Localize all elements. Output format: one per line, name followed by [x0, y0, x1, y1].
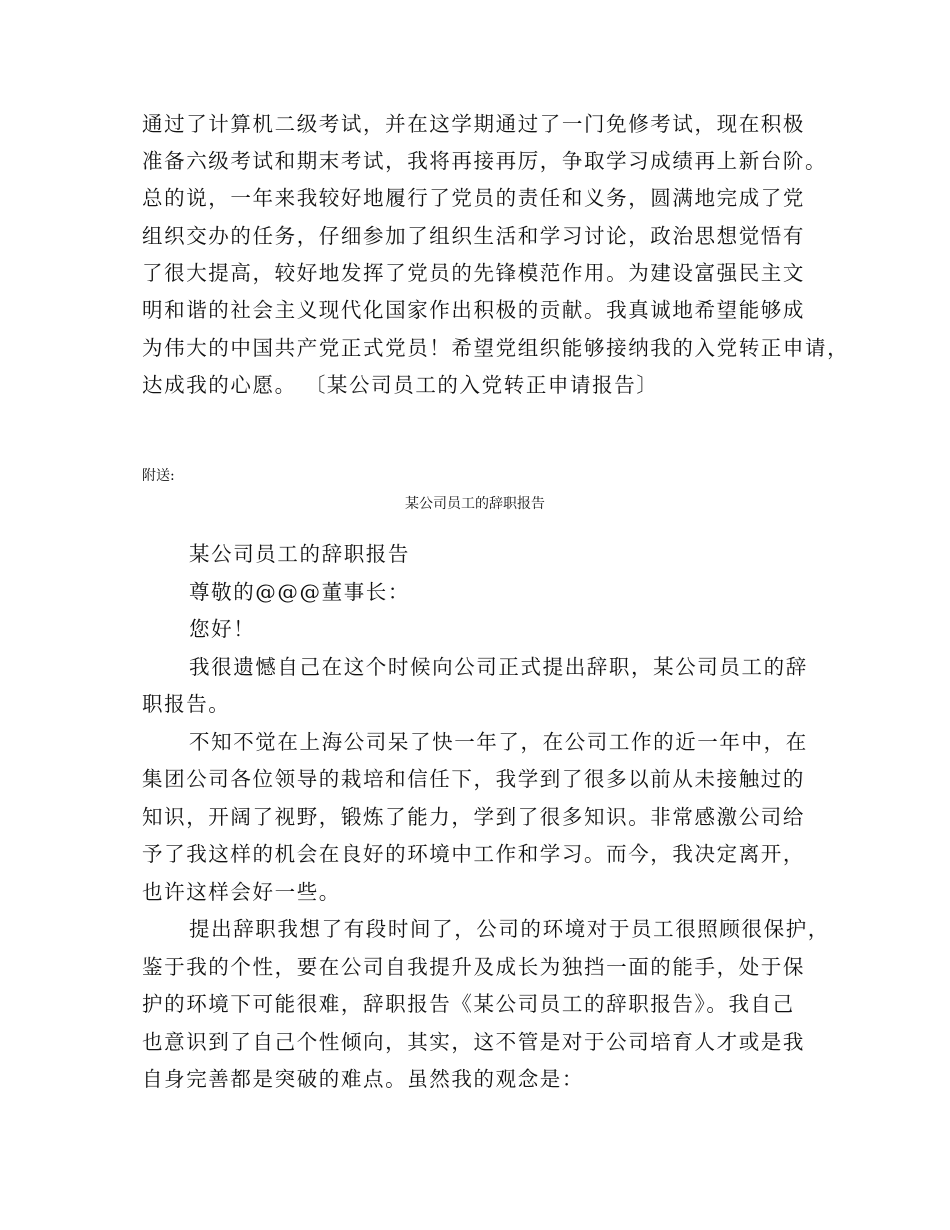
letter-salutation: 尊敬的@@@董事长： — [189, 580, 410, 604]
letter-text-line: 我很遗憾自己在这个时候向公司正式提出辞职，某公司员工的辞 — [189, 655, 808, 679]
letter-text-line: 护的环境下可能很难，辞职报告《某公司员工的辞职报告》。我自己 — [142, 992, 795, 1016]
letter-text-line: 集团公司各位领导的栽培和信任下，我学到了很多以前从未接触过的 — [142, 767, 805, 791]
body-text-line: 通过了计算机二级考试，并在这学期通过了一门免修考试，现在积极 — [142, 112, 805, 136]
body-text-line: 总的说，一年来我较好地履行了党员的责任和义务，圆满地完成了党 — [142, 186, 805, 210]
body-text-line: 了很大提高，较好地发挥了党员的先锋模范作用。为建设富强民主文 — [142, 261, 805, 285]
letter-text-line: 也意识到了自己个性倾向，其实，这不管是对于公司培育人才或是我 — [142, 1030, 805, 1054]
letter-text-line: 予了我这样的机会在良好的环境中工作和学习。而今，我决定离开， — [142, 842, 805, 866]
letter-text-line: 提出辞职我想了有段时间了，公司的环境对于员工很照顾很保护， — [189, 917, 830, 941]
letter-heading: 某公司员工的辞职报告 — [189, 542, 410, 566]
letter-text-line: 鉴于我的个性，要在公司自我提升及成长为独挡一面的能手，处于保 — [142, 955, 805, 979]
letter-text-line: 不知不觉在上海公司呆了快一年了，在公司工作的近一年中，在 — [189, 730, 808, 754]
body-text-line: 准备六级考试和期末考试，我将再接再厉，争取学习成绩再上新台阶。 — [142, 149, 828, 173]
body-text-line: 组织交办的任务，仔细参加了组织生活和学习讨论，政治思想觉悟有 — [142, 224, 805, 248]
letter-text-line: 自身完善都是突破的难点。虽然我的观念是： — [142, 1067, 584, 1091]
letter-text-line: 也许这样会好一些。 — [142, 880, 341, 904]
section-subtitle: 某公司员工的辞职报告 — [405, 496, 545, 512]
letter-text-line: 知识，开阔了视野，锻炼了能力，学到了很多知识。非常感激公司给 — [142, 805, 805, 829]
letter-greeting: 您好！ — [189, 617, 256, 641]
body-text-line: 为伟大的中国共产党正式党员！希望党组织能够接纳我的入党转正申请， — [142, 336, 850, 360]
letter-text-line: 职报告。 — [142, 692, 231, 716]
attachment-label: 附送: — [142, 468, 175, 484]
body-text-line: 达成我的心愿。 〔某公司员工的入党转正申请报告〕 — [142, 373, 659, 397]
body-text-line: 明和谐的社会主义现代化国家作出积极的贡献。我真诚地希望能够成 — [142, 298, 805, 322]
